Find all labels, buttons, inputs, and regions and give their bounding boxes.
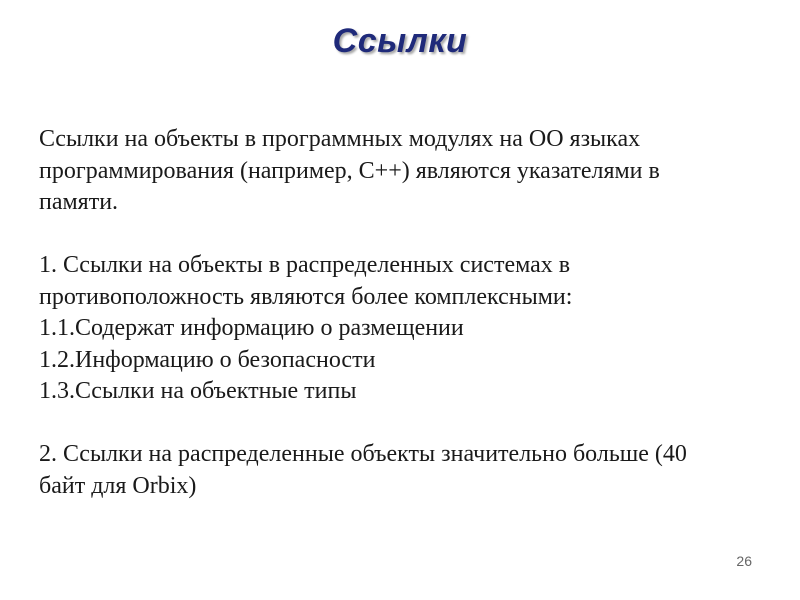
subitem-1-1: 1.1.Содержат информацию о размещении — [39, 315, 464, 341]
slide-body — [39, 124, 779, 502]
item1-line-1: 1. Ссылки на объекты в распределенных системах в — [39, 252, 571, 278]
item2-line-1: 2. Ссылки на распределенные объекты значительно больше (40 — [39, 441, 687, 467]
paragraph1-line-3: памяти. — [39, 189, 119, 215]
item2-line-2: байт для Orbix) — [39, 472, 197, 499]
slide-title: Ссылки — [332, 22, 468, 60]
subitem-1-2: 1.2.Информацию о безопасности — [39, 346, 376, 373]
blank-line — [39, 408, 779, 440]
subitem-1-3: 1.3.Ссылки на объектные типы — [39, 378, 357, 404]
paragraph1-line-2: программирования (например, С++) являются указателями в — [39, 157, 660, 184]
paragraph1-line-1: Ссылки на объекты в программных модулях на ОО языках — [39, 126, 641, 152]
item1-line-2: противоположность являются более комплексными: — [39, 283, 573, 310]
page-number: 26 — [736, 553, 752, 569]
blank-line — [39, 219, 779, 251]
